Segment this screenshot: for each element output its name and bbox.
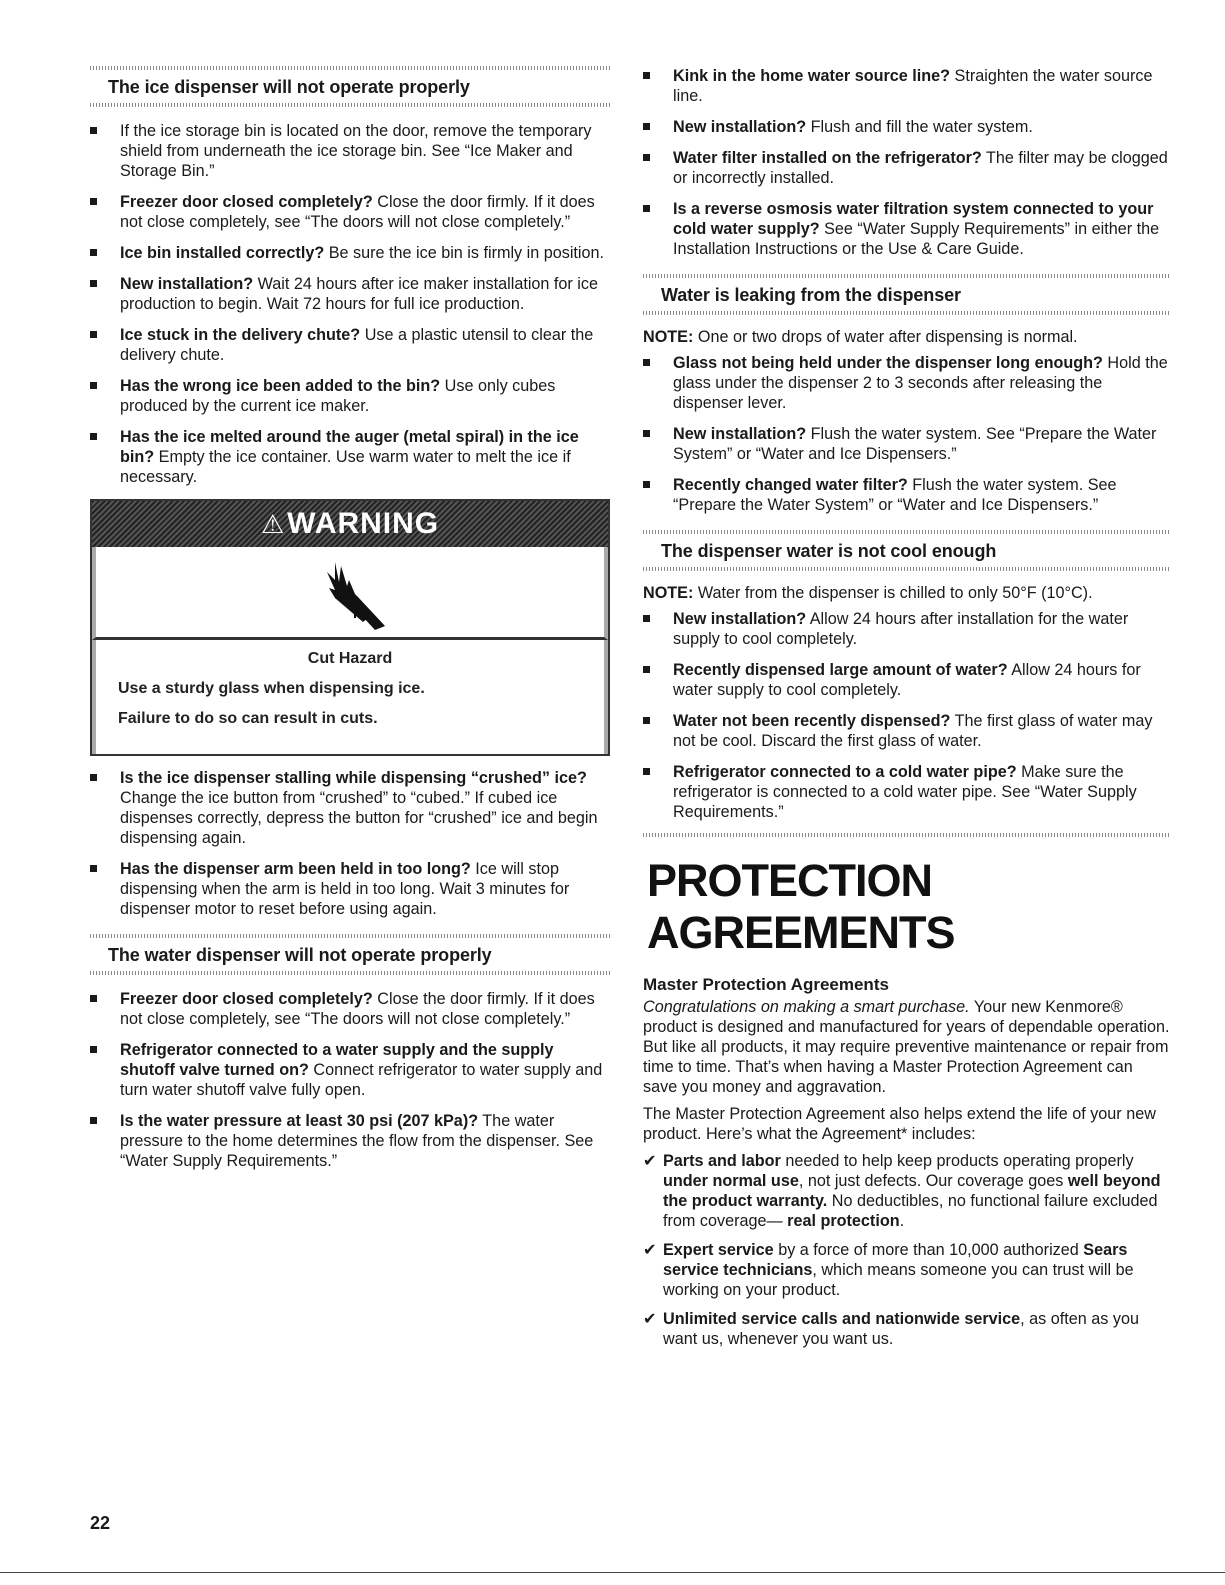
- list-item: Glass not being held under the dispenser long enough? Hold the glass under the dispenser 2 to 3 seconds after releasing the dispenser lever.: [643, 353, 1170, 413]
- list-item: New installation? Flush the water system. See “Prepare the Water System” or “Water and Ice Dispensers.”: [643, 424, 1170, 464]
- note: NOTE: One or two drops of water after dispensing is normal.: [643, 328, 1078, 346]
- divider: [643, 833, 1170, 837]
- warning-line: Failure to do so can result in cuts.: [118, 710, 378, 727]
- checkmark-icon: ✔: [643, 1310, 657, 1328]
- protection-title: PROTECTION AGREEMENTS: [647, 855, 955, 958]
- section-header-ice: [90, 62, 612, 111]
- list-item: Is the water pressure at least 30 psi (207 kPa)? The water pressure to the home determines the flow from the dispenser. See “Water Supply Requirements.”: [90, 1111, 612, 1171]
- bottom-rule: [0, 1572, 1225, 1573]
- list-item: If the ice storage bin is located on the door, remove the temporary shield from underneath the ice storage bin. See “Ice Maker and Storage Bin.”: [90, 121, 612, 181]
- right-column: [643, 62, 1170, 1358]
- list-item: Is a reverse osmosis water filtration system connected to your cold water supply? See “Water Supply Requirements” in either the Installation Instructions or the Use & Care Guide.: [643, 199, 1170, 259]
- warning-triangle-icon: ⚠: [260, 508, 286, 539]
- divider: [643, 567, 1170, 571]
- ice-more-items-list: [90, 768, 612, 919]
- benefits-list: [643, 1151, 1170, 1349]
- warning-box: [90, 499, 610, 756]
- list-item: Freezer door closed completely? Close the door firmly. If it does not close completely, see “The doors will not close completely.”: [90, 989, 612, 1029]
- list-item: Ice stuck in the delivery chute? Use a plastic utensil to clear the delivery chute.: [90, 325, 612, 365]
- warning-text: [92, 640, 608, 754]
- note: NOTE: Water from the dispenser is chilled to only 50°F (10°C).: [643, 584, 1093, 602]
- list-item: Has the wrong ice been added to the bin? Use only cubes produced by the current ice maker.: [90, 376, 612, 416]
- ice-items-list: [90, 121, 612, 487]
- section-header-water: [90, 930, 612, 979]
- list-item: New installation? Flush and fill the water system.: [643, 117, 1170, 137]
- agreement-paragraph: The Master Protection Agreement also helps extend the life of your new product. Here’s what the Agreement* includes:: [643, 1105, 1156, 1143]
- list-item: ✔ Parts and labor needed to help keep products operating properly under normal use, not just defects. Our coverage goes well beyond the product warranty. No deductibles, no functional failure excluded from coverage— real protection.: [643, 1152, 1161, 1230]
- section-title: The ice dispenser will not operate properly: [108, 77, 470, 97]
- section-title: Water is leaking from the dispenser: [661, 285, 961, 305]
- section-header-cool: [643, 526, 1170, 575]
- water-items-list: [90, 989, 612, 1171]
- left-column: [90, 62, 612, 1182]
- section-title: The dispenser water is not cool enough: [661, 541, 997, 561]
- cool-items-list: [643, 609, 1170, 822]
- list-item: ✔ Expert service by a force of more than 10,000 authorized Sears service technicians, which means someone you can trust will be working on your product.: [643, 1241, 1134, 1299]
- checkmark-icon: ✔: [643, 1241, 657, 1259]
- divider: [90, 971, 612, 975]
- list-item: Refrigerator connected to a cold water pipe? Make sure the refrigerator is connected to a cold water pipe. See “Water Supply Requirements.”: [643, 762, 1170, 822]
- list-item: Refrigerator connected to a water supply and the supply shutoff valve turned on? Connect refrigerator to water supply and turn water shutoff valve fully open.: [90, 1040, 612, 1100]
- list-item: Recently dispensed large amount of water? Allow 24 hours for water supply to cool completely.: [643, 660, 1170, 700]
- section-title: The water dispenser will not operate properly: [108, 945, 492, 965]
- list-item: Has the ice melted around the auger (metal spiral) in the ice bin? Empty the ice container. Use warm water to melt the ice if necessary.: [90, 427, 612, 487]
- page-number: 22: [90, 1513, 111, 1533]
- intro-paragraph: Congratulations on making a smart purchase. Your new Kenmore® product is designed and manufactured for years of dependable operation. But like all products, it may require preventive maintenance or repair from time to time. That’s when having a Master Protection Agreement can save you money and aggravation.: [643, 998, 1170, 1096]
- list-item: ✔ Unlimited service calls and nationwide service, as often as you want us, whenever you want us.: [643, 1310, 1139, 1348]
- list-item: Freezer door closed completely? Close the door firmly. If it does not close completely, see “The doors will not close completely.”: [90, 192, 612, 232]
- warning-label: WARNING: [287, 507, 440, 540]
- section-header-leak: [643, 270, 1170, 319]
- divider: [643, 311, 1170, 315]
- cut-hand-icon: [305, 552, 395, 632]
- list-item: Has the dispenser arm been held in too long? Ice will stop dispensing when the arm is held in too long. Wait 3 minutes for dispenser motor to reset before using again.: [90, 859, 612, 919]
- checkmark-icon: ✔: [643, 1152, 657, 1170]
- list-item: Water not been recently dispensed? The first glass of water may not be cool. Discard the first glass of water.: [643, 711, 1170, 751]
- list-item: Recently changed water filter? Flush the water system. See “Prepare the Water System” or “Water and Ice Dispensers.”: [643, 475, 1170, 515]
- cut-hazard-pictogram: [92, 547, 608, 640]
- water-more-items-list: [643, 66, 1170, 259]
- hazard-name: Cut Hazard: [307, 650, 393, 667]
- divider: [90, 103, 612, 107]
- list-item: Water filter installed on the refrigerator? The filter may be clogged or incorrectly installed.: [643, 148, 1170, 188]
- leak-items-list: [643, 353, 1170, 515]
- warning-line: Use a sturdy glass when dispensing ice.: [118, 680, 425, 697]
- list-item: Kink in the home water source line? Straighten the water source line.: [643, 66, 1170, 106]
- list-item: New installation? Allow 24 hours after installation for the water supply to cool completely.: [643, 609, 1170, 649]
- list-item: New installation? Wait 24 hours after ice maker installation for ice production to begin. Wait 72 hours for full ice production.: [90, 274, 612, 314]
- protection-subtitle: Master Protection Agreements: [643, 975, 889, 994]
- list-item: Is the ice dispenser stalling while dispensing “crushed” ice? Change the ice button from “crushed” to “cubed.” If cubed ice dispenses correctly, depress the button for “crushed” ice and begin dispensing again.: [90, 768, 612, 848]
- list-item: Ice bin installed correctly? Be sure the ice bin is firmly in position.: [90, 243, 612, 263]
- warning-header: [92, 501, 608, 547]
